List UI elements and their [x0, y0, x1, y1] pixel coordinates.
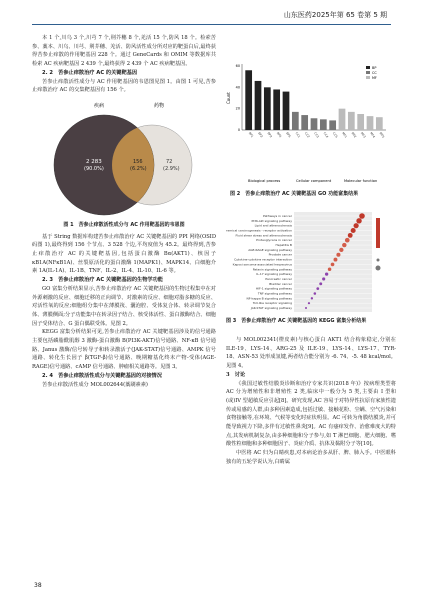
kegg-pathway-label: Fluid shear stress and atherosclerosis: [235, 233, 292, 238]
go-bar: [273, 89, 280, 130]
go-category-label: MF4: [369, 131, 377, 139]
paragraph: KEGG 富集分析结果可见,苦参止痒散治疗 AC 关键靶基因涉及的信号通路主要包括磷脂酰肌醇 3 激酶-蛋白激酶 B(PI3K-AKT)信号通路、NF-κB 信号通路、Janus 激酶/信号转导子和转录激活子(JAK-STAT)信号通路、AMPK 信号通路、转化生长因子 β(TGF-β)信号通路、晚期糖基化终末产物-受体(AGE-RAGE)信号通路、cAMP 信号通路、肿瘤相关通路等。见图 3。: [32, 329, 216, 371]
go-category-label: BP4: [275, 131, 283, 139]
kegg-pathway-label: Bladder cancer: [269, 281, 292, 286]
kegg-pathway-label: AGE-RAGE signaling pathway: [248, 247, 292, 252]
size-key-large: [376, 266, 381, 271]
go-bar: [264, 87, 271, 130]
legend-mf: MF: [372, 76, 377, 80]
paragraph: 《我国过敏性结膜炎诊断和治疗专家共识(2018 年)》按病理类型将 AC 分为增殖性和非增殖性 2 类,临床中一般分为 5 类,主要由 I 型和(或)IV 型超敏反应引起[8]。研究发现,AC 容易于对特异性抗原有家族性遗传或易感的人群,由多种因素造成,包括过敏、接触花粉、尘螨、空气污染和食物接触等,在环境、气候等变化时症状明显。AC 可转为角膜结膜炎,并可能导致视力下降,多伴有过敏性鼻炎[9]。AC 有瘙痒发作、治愈难度大的特点,其发病机制复杂,由多种细胞和分子参与,如 T 淋巴细胞、肥大细胞、嗜酸性粒细胞和多种细胞因子、炎症介质、抗体及黏附分子等[10]。: [226, 380, 396, 448]
kegg-legend: [376, 218, 381, 271]
venn-label-right: 药物: [154, 102, 165, 109]
venn-diagram: [32, 99, 216, 219]
go-bar: [329, 120, 336, 130]
section-heading: 2. 2 苦参止痒散治疗 AC 的关键靶基因: [42, 69, 138, 76]
legend-swatch-mf: [366, 76, 370, 79]
venn-left-pct: (90.0%): [84, 165, 104, 172]
section-heading: 2. 3 苦参止痒散治疗 AC 关键靶基因的生物学功能: [42, 277, 163, 284]
kegg-dot: [336, 253, 340, 257]
go-category-label: MF2: [350, 131, 358, 139]
go-bar: [376, 117, 383, 130]
kegg-pathway-label: TNF signaling pathway: [257, 291, 292, 296]
kegg-dot: [305, 307, 307, 309]
kegg-pathway-label: JAK-STAT signaling pathway: [250, 306, 292, 310]
page-number: 38: [34, 582, 42, 589]
kegg-pathway-label: HIF-1 signaling pathway: [255, 286, 292, 291]
go-bar: [283, 92, 290, 130]
section-heading: 2. 4 苦参止痒散活性成分与关键靶基因的对接情况: [42, 372, 162, 379]
kegg-pathway-label: Relaxin signaling pathway: [252, 267, 292, 272]
paragraph: GO 富集分析结果显示,苦参止痒散治疗 AC 关键靶基因的生物过程集中在对外源刺激的反应、细胞迁移的正向调节、对激素的反应、细胞对脂多糖的反应、对活性氧的反应;细胞组分集中在薄膜筏、囊泡腔、受体复合体、转录调节复合体、薄膜侧面;分子功能集中在转录因子结合、核受体活性、蛋白激酶结合、细胞因子受体结合、G 蛋白偶联受体。见图 2。: [32, 285, 216, 327]
kegg-pathway-label: Cytokine-cytokine receptor interaction: [234, 257, 292, 262]
go-category-label: BP5: [285, 131, 292, 139]
go-bar: [367, 116, 374, 130]
kegg-dot: [311, 297, 313, 299]
go-bar: [348, 112, 355, 130]
venn-right-pct: (2.9%): [163, 165, 180, 172]
kegg-dot: [359, 213, 365, 219]
kegg-pathway-label: Chemical carcinogenesis - receptor activation: [226, 228, 292, 233]
venn-left-count: 2 283: [86, 158, 102, 165]
kegg-pathway-label: Kaposi sarcoma-associated herpesvirus: [232, 262, 292, 267]
y-tick-label: 0: [237, 128, 240, 132]
legend-cc: CC: [372, 71, 377, 75]
go-category-label: MF5: [378, 131, 386, 139]
kegg-dot: [348, 233, 353, 238]
paragraph: 苦参止痒散活性成分 MOL002644(藁刷素素): [42, 381, 148, 388]
go-bar: [339, 109, 346, 130]
kegg-dot: [325, 272, 328, 275]
legend-swatch-bp: [366, 66, 370, 69]
paragraph: 中医将 AC 归为白睛疾患,对本病论治多从肝、脾、肺入手。中医眼科独有的五轮学说认为,白睛属: [226, 450, 396, 465]
kegg-dot: [331, 263, 335, 267]
kegg-dot: [314, 292, 317, 295]
y-axis-label: Count: [226, 92, 231, 104]
venn-right-count: 72: [166, 158, 173, 165]
go-category-label: CC5: [331, 131, 339, 139]
paragraph: 与 MOL002341(橙皮素)与核心蛋白 AKT1 结合构象稳定,分别在 ILE-19、LYS-14、ARG-25 及 ILE-19、LYS-14、LYS-17、TYR-18、ASN-53 处形成氢键,两者结合能分别为 -6. 74、-5. 48 kcal/mol。见图 4。: [226, 337, 396, 370]
venn-figure: [32, 99, 216, 219]
right-column: [226, 336, 396, 467]
go-category-label: BP1: [247, 131, 255, 139]
go-bar: [301, 115, 308, 130]
figure-1-caption: 图 1 苦参止痒散活性成分与 AC 作用靶基因的韦恩图: [63, 221, 185, 228]
kegg-dot: [345, 238, 350, 243]
group-label-cc: Cellular component: [296, 179, 332, 183]
kegg-pathway-label: Hepatitis B: [275, 243, 292, 248]
page-header: [0, 0, 427, 26]
go-bar: [292, 112, 299, 130]
kegg-dot: [316, 287, 319, 290]
venn-intersection-count: 156: [133, 158, 143, 165]
figure-2-caption: 图 2 苦参止痒散治疗 AC 关键靶基因 GO 功能富集结果: [230, 191, 359, 197]
kegg-pathway-label: NF-kappa B signaling pathway: [246, 296, 292, 301]
go-category-label: CC3: [313, 131, 320, 139]
color-scale: [376, 218, 380, 248]
go-figure: [226, 60, 396, 200]
kegg-pathway-label: Prostate cancer: [268, 252, 292, 257]
y-tick-label: 40: [235, 85, 240, 90]
kegg-pathway-label: Toll-like receptor signaling: [252, 301, 292, 306]
section-heading: 3 讨论: [226, 371, 246, 378]
plot-panel: [294, 212, 372, 312]
go-bar: [320, 119, 327, 130]
kegg-dot: [308, 302, 310, 304]
venn-intersection-pct: (6.2%): [130, 165, 147, 172]
go-category-label: CC2: [303, 131, 311, 139]
kegg-dot: [351, 228, 356, 233]
go-category-label: BP2: [257, 131, 264, 139]
kegg-dot: [319, 282, 322, 285]
go-category-label: MF3: [359, 131, 367, 139]
legend: [366, 66, 377, 80]
venn-label-left: 疾病: [94, 102, 105, 109]
kegg-dot: [322, 277, 325, 280]
left-column: [32, 34, 216, 389]
go-bar: [311, 118, 318, 130]
go-bar-chart: [226, 60, 396, 190]
go-category-label: MF1: [341, 131, 349, 139]
paragraph: 本 1 个,川乌 3 个,川芎 7 个,荆芥穗 8 个,羌活 15 个,防风 18 个。检索苦参、藁本、川乌、川芎、荆芥穗、羌活、防风活性成分所对应的靶蛋白后,最终获得苦参止痒散的作用靶基因 228 个。通过 GeneCards 和 OMIM 等数据库共检索 AC 疾病靶基因 2 439 个,最终获得 2 439 个 AC 疾病靶基因。: [32, 35, 216, 68]
journal-title: 山东医药2025年第 65 卷第 5 期: [283, 11, 387, 19]
kegg-pathway-label: Lipid and atherosclerosis: [254, 223, 292, 228]
go-category-label: BP3: [266, 131, 274, 139]
paragraph: 苦参止痒散活性成分与 AC 作用靶基因的韦恩图见图 1。由图 1 可见,苦参止痒散治疗 AC 的交集靶基因有 156 个。: [32, 78, 216, 94]
kegg-pathway-label: Pancreatic cancer: [265, 276, 292, 281]
kegg-pathway-label: Pathways in cancer: [263, 214, 292, 218]
kegg-dot: [334, 258, 338, 262]
figure-3-caption: 图 3 苦参止痒散治疗 AC 关键靶基因的 KEGG 富集分析结果: [226, 318, 367, 324]
kegg-pathway-label: Proteoglycans in cancer: [256, 238, 292, 243]
go-category-label: CC1: [294, 131, 302, 139]
kegg-dot: [328, 268, 332, 272]
group-label-mf: Molecular function: [344, 179, 378, 183]
kegg-dot-plot: [226, 210, 396, 318]
y-tick-label: 60: [235, 64, 240, 68]
kegg-pathway-label: IL-17 signaling pathway: [256, 272, 292, 277]
kegg-pathway-label: PI3K-Akt signaling pathway: [251, 218, 292, 223]
header-rule: [32, 24, 391, 25]
go-bar: [357, 114, 364, 130]
go-bar: [245, 70, 252, 130]
size-key-small: [377, 259, 380, 262]
legend-swatch-cc: [366, 71, 370, 74]
kegg-dot: [356, 218, 361, 223]
kegg-dot: [342, 243, 346, 247]
go-bar: [255, 81, 262, 130]
kegg-dot: [354, 223, 359, 228]
go-category-label: CC4: [322, 131, 330, 139]
group-label-bp: Biological process: [248, 179, 281, 183]
y-tick-label: 20: [235, 106, 240, 111]
legend-bp: BP: [372, 66, 377, 70]
kegg-dot: [339, 248, 343, 252]
paragraph: 基于 String 数据库构建苦参止痒散治疗 AC 关键靶基因的 PPI 网络(OSID 码图 1),最终得到 156 个节点、3 528 个边,平均度值为 45.2。最终得到,苦参止痒散治疗 AC 的关键靶基因,包括蛋白激酶 Bα(AKT1)、核因子 κB1A(NFκB1A)、丝裂原活化的蛋白激酶 1(MAPK1)、MAPK14、白细胞介素 1A(IL-1A)、IL-1B、TNF、IL-2、IL-4、IL-10、IL-6 等。: [32, 233, 216, 275]
